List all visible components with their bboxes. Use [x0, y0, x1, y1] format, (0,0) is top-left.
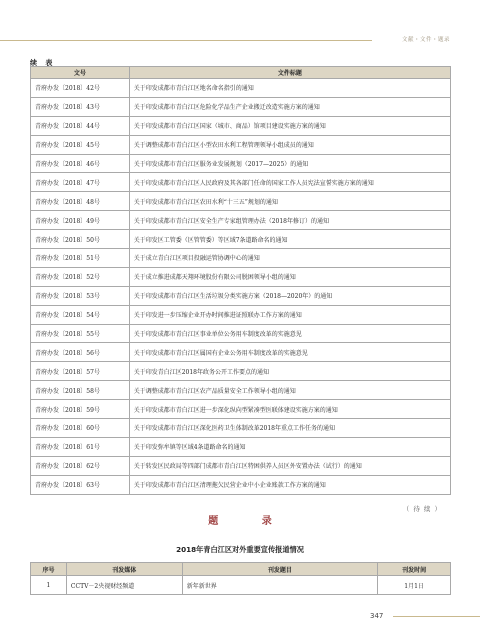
doc-number-cell: 青府办发〔2018〕51号 — [31, 249, 130, 268]
sub-title: 2018年青白江区对外重要宣传报道情况 — [176, 545, 304, 554]
header-topic: 刊发题目 — [182, 563, 377, 576]
table-row — [31, 437, 451, 456]
table-row — [31, 154, 451, 173]
doc-number-cell: 青府办发〔2018〕50号 — [31, 230, 130, 249]
doc-number-cell: 青府办发〔2018〕44号 — [31, 116, 130, 135]
doc-title-cell: 关于印发成都市青白江区人民政府及其各部门任命的国家工作人员宪法宣誓实施方案的通知 — [129, 173, 450, 192]
doc-number-cell: 青府办发〔2018〕52号 — [31, 267, 130, 286]
table-row — [31, 576, 451, 595]
doc-number-cell: 青府办发〔2018〕56号 — [31, 343, 130, 362]
doc-number-cell: 青府办发〔2018〕59号 — [31, 400, 130, 419]
table-row — [31, 116, 451, 135]
doc-number-cell: 青府办发〔2018〕63号 — [31, 475, 130, 494]
doc-number-cell: 青府办发〔2018〕48号 — [31, 192, 130, 211]
topic-cell: 新年新世界 — [182, 576, 377, 595]
table-row — [31, 230, 451, 249]
doc-title-cell: 关于转发区民政局等四部门成都市青白江区特困供养人员区外安置办法（试行）的通知 — [129, 456, 450, 475]
publicity-table — [30, 562, 451, 595]
doc-number-cell: 青府办发〔2018〕43号 — [31, 97, 130, 116]
section-title: 题 录 — [208, 516, 292, 527]
doc-title-cell: 关于印发成都市青白江区地名命名指引的通知 — [129, 79, 450, 98]
table-row — [31, 475, 451, 494]
header-media: 刊发媒体 — [66, 563, 182, 576]
doc-number-cell: 青府办发〔2018〕42号 — [31, 79, 130, 98]
footer-rule — [393, 616, 480, 617]
doc-number-cell: 青府办发〔2018〕54号 — [31, 305, 130, 324]
doc-number-cell: 青府办发〔2018〕46号 — [31, 154, 130, 173]
doc-number-cell: 青府办发〔2018〕62号 — [31, 456, 130, 475]
doc-title-cell: 关于印发成都市青白江区国家（城市、商品）馆项目建设实施方案的通知 — [129, 116, 450, 135]
table-row — [31, 97, 451, 116]
table-row — [31, 249, 451, 268]
table-row — [31, 192, 451, 211]
table-row — [31, 324, 451, 343]
doc-title-cell: 关于调整成都市青白江区农产品质量安全工作领导小组的通知 — [129, 381, 450, 400]
table-row — [31, 211, 451, 230]
documents-table — [30, 66, 451, 495]
index-cell: 1 — [31, 576, 67, 595]
table-row — [31, 456, 451, 475]
header-index: 序号 — [31, 563, 67, 576]
doc-title-cell: 关于印发成都市青白江区生活垃圾分类实施方案（2018—2020年）的通知 — [129, 286, 450, 305]
doc-number-cell: 青府办发〔2018〕55号 — [31, 324, 130, 343]
table-row — [31, 79, 451, 98]
doc-title-cell: 关于调整成都市青白江区小型农田水利工程管理领导小组成员的通知 — [129, 135, 450, 154]
doc-title-cell: 关于印发成都市青白江区清理拖欠民营企业中小企业账款工作方案的通知 — [129, 475, 450, 494]
doc-title-cell: 关于印发弥牟镇等区域4条道路命名的通知 — [129, 437, 450, 456]
table-row — [31, 267, 451, 286]
doc-number-cell: 青府办发〔2018〕49号 — [31, 211, 130, 230]
continued-label: 续 表 — [30, 58, 56, 67]
doc-title-cell: 关于成立推进成都天翔环境股份有限公司脱困领导小组的通知 — [129, 267, 450, 286]
running-header: 文献・文件・题录 — [401, 37, 450, 43]
doc-number-cell: 青府办发〔2018〕61号 — [31, 437, 130, 456]
doc-title-cell: 关于印发成都市青白江区安全生产专家组管理办法（2018年修订）的通知 — [129, 211, 450, 230]
table-row — [31, 343, 451, 362]
doc-number-cell: 青府办发〔2018〕53号 — [31, 286, 130, 305]
table-row — [31, 362, 451, 381]
doc-title-cell: 关于印发成都市青白江区服务业发展规划（2017—2025）的通知 — [129, 154, 450, 173]
table-row — [31, 305, 451, 324]
doc-number-cell: 青府办发〔2018〕57号 — [31, 362, 130, 381]
header-rule — [0, 40, 372, 41]
table-row — [31, 419, 451, 438]
doc-number-cell: 青府办发〔2018〕47号 — [31, 173, 130, 192]
header-doc-title: 文件标题 — [129, 67, 450, 79]
doc-number-cell: 青府办发〔2018〕45号 — [31, 135, 130, 154]
doc-title-cell: 关于印发区工管委（区管管委）等区域7条道路命名的通知 — [129, 230, 450, 249]
to-be-continued: （ 待 续 ） — [402, 505, 442, 513]
doc-title-cell: 关于印发成都市青白江区深化医药卫生体制改革2018年重点工作任务的通知 — [129, 419, 450, 438]
media-cell: CCTV－2央视财经频道 — [66, 576, 182, 595]
table-row — [31, 173, 451, 192]
doc-title-cell: 关于印发成都市青白江区农田水利“十三五”规划的通知 — [129, 192, 450, 211]
header-date: 刊发时间 — [378, 563, 451, 576]
doc-title-cell: 关于印发成都市青白江区属国有企业公务用车制度改革的实施意见 — [129, 343, 450, 362]
doc-title-cell: 关于印发成都市青白江区事业单位公务用车制度改革的实施意见 — [129, 324, 450, 343]
doc-title-cell: 关于印发成都市青白江区危险化学品生产企业搬迁改造实施方案的通知 — [129, 97, 450, 116]
doc-title-cell: 关于印发进一步压缩企业开办时间推进证照联办工作方案的通知 — [129, 305, 450, 324]
date-cell: 1月1日 — [378, 576, 451, 595]
table-row — [31, 400, 451, 419]
header-doc-number: 文号 — [31, 67, 130, 79]
table-row — [31, 135, 451, 154]
page-number: 347 — [370, 612, 384, 620]
table-row — [31, 381, 451, 400]
table-row — [31, 286, 451, 305]
doc-title-cell: 关于成立青白江区项目投融运管协调中心的通知 — [129, 249, 450, 268]
doc-title-cell: 关于印发成都市青白江区进一步深化纵向型紧凑型医联体建设实施方案的通知 — [129, 400, 450, 419]
doc-number-cell: 青府办发〔2018〕58号 — [31, 381, 130, 400]
table-header-row — [31, 67, 451, 79]
table-header-row — [31, 563, 451, 576]
doc-title-cell: 关于印发青白江区2018年政务公开工作要点的通知 — [129, 362, 450, 381]
doc-number-cell: 青府办发〔2018〕60号 — [31, 419, 130, 438]
